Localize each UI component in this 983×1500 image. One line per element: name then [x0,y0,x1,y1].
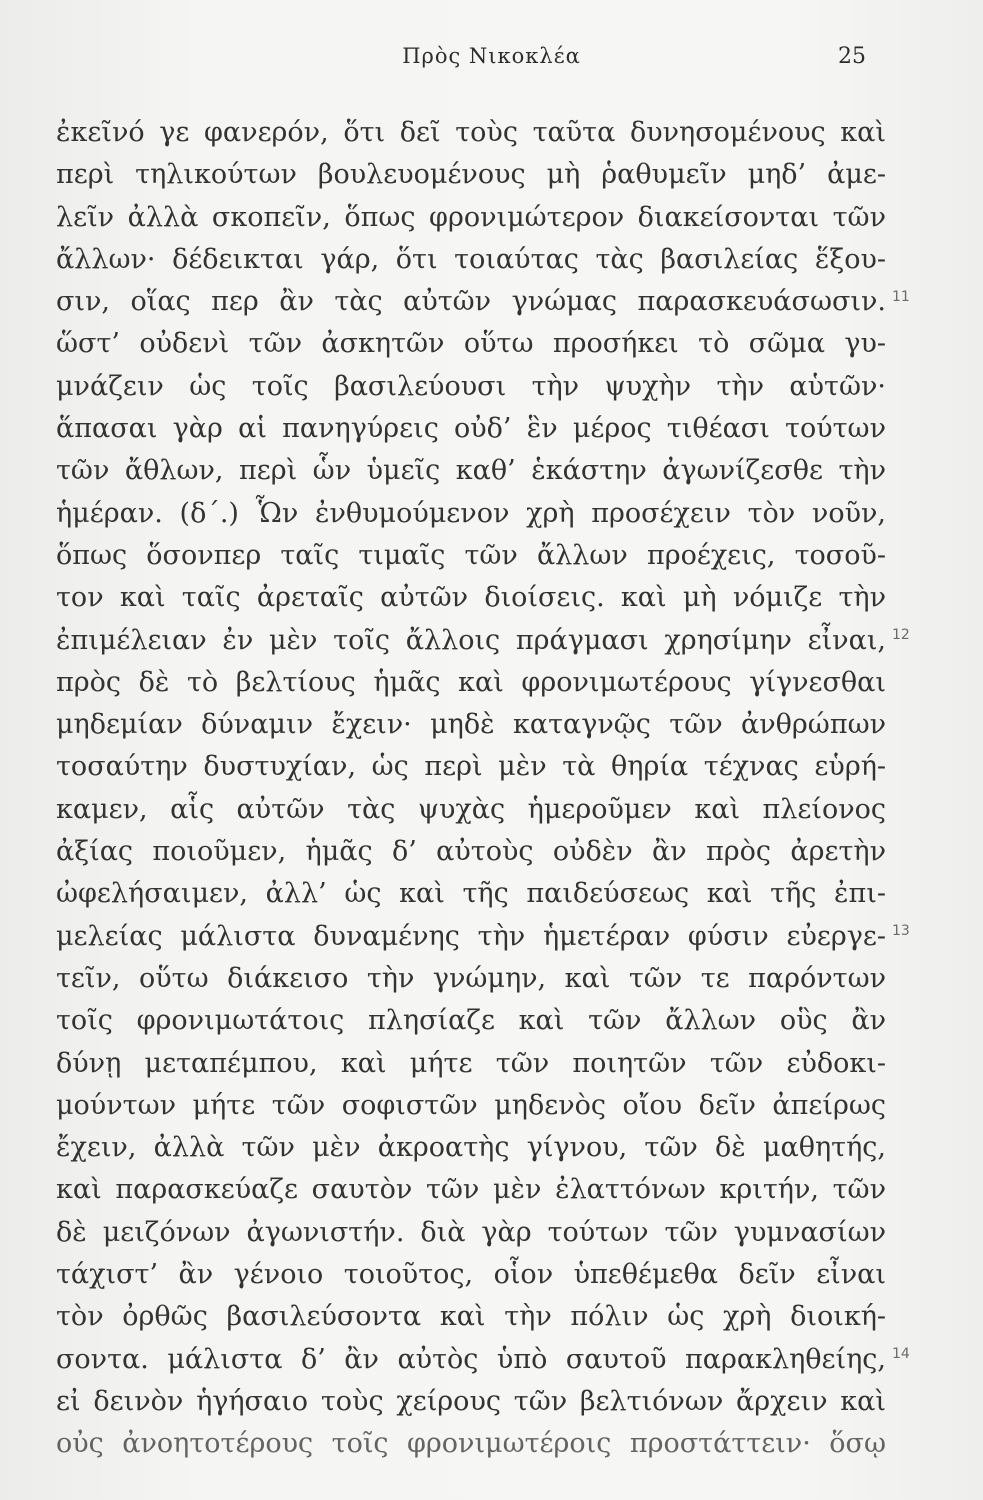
text-line: οὐς ἀνοητοτέρους τοῖς φρονιμωτέροις προστάττειν· ὅσῳ [56,1428,886,1460]
text-line: μνάζειν ὡς τοῖς βασιλεύουσι τὴν ψυχὴν τὴν αὑτῶν· [56,370,886,402]
text-line: ἅπασαι γὰρ αἱ πανηγύρεις οὐδ’ ἓν μέρος τιθέασι τούτων [56,413,886,445]
text-line: δύνῃ μεταπέμπου, καὶ μήτε τῶν ποιητῶν τῶν εὐδοκι- [56,1047,886,1079]
text-line: τῶν ἄθλων, περὶ ὧν ὑμεῖς καθ’ ἑκάστην ἀγωνίζεσθε τὴν [56,455,886,487]
text-line: σιν, οἵας περ ἂν τὰς αὐτῶν γνώμας παρασκευάσωσιν. [56,286,886,318]
section-number-margin: 13 [892,923,910,939]
text-line: ἄλλων· δέδεικται γάρ, ὅτι τοιαύτας τὰς βασιλείας ἕξου- [56,243,886,275]
text-line: τοῖς φρονιμωτάτοις πλησίαζε καὶ τῶν ἄλλων οὓς ἂν [56,1005,886,1037]
text-line: μελείας μάλιστα δυναμένης τὴν ἡμετέραν φύσιν εὐεργε- [56,920,886,952]
text-line: σοντα. μάλιστα δ’ ἂν αὐτὸς ὑπὸ σαυτοῦ παρακληθείης, [56,1343,886,1375]
running-title: Πρὸς Νικοκλέα [402,44,581,68]
text-line: καμεν, αἷς αὐτῶν τὰς ψυχὰς ἡμεροῦμεν καὶ πλείονος [56,793,886,825]
text-line: περὶ τηλικούτων βουλευομένους μὴ ῥαθυμεῖν μηδ’ ἀμε- [56,159,886,191]
text-line: ἀξίας ποιοῦμεν, ἡμᾶς δ’ αὐτοὺς οὐδὲν ἂν πρὸς ἀρετὴν [56,836,886,868]
section-number-margin: 14 [892,1346,910,1362]
text-line: μηδεμίαν δύναμιν ἔχειν· μηδὲ καταγνῷς τῶν ἀνθρώπων [56,709,886,741]
section-number-margin: 11 [892,289,910,305]
text-line: δὲ μειζόνων ἀγωνιστήν. διὰ γὰρ τούτων τῶν γυμνασίων [56,1216,886,1248]
text-line: ὅπως ὅσονπερ ταῖς τιμαῖς τῶν ἄλλων προέχεις, τοσοῦ- [56,539,886,571]
text-line: μούντων μήτε τῶν σοφιστῶν μηδενὸς οἴου δεῖν ἀπείρως [56,1089,886,1121]
text-line: πρὸς δὲ τὸ βελτίους ἡμᾶς καὶ φρονιμωτέρους γίγνεσθαι [56,666,886,698]
text-line: εἰ δεινὸν ἡγήσαιο τοὺς χείρους τῶν βελτιόνων ἄρχειν καὶ [56,1385,886,1417]
section-number-margin: 12 [892,627,910,643]
body-text [56,112,886,1466]
text-line: ὥστ’ οὐδενὶ τῶν ἀσκητῶν οὕτω προσήκει τὸ σῶμα γυ- [56,328,886,360]
text-line: ἐπιμέλειαν ἐν μὲν τοῖς ἄλλοις πράγμασι χρησίμην εἶναι, [56,624,886,656]
text-line: ὠφελήσαιμεν, ἀλλ’ ὡς καὶ τῆς παιδεύσεως καὶ τῆς ἐπι- [56,878,886,910]
text-line: τεῖν, οὕτω διάκεισο τὴν γνώμην, καὶ τῶν τε παρόντων [56,962,886,994]
text-line: ἔχειν, ἀλλὰ τῶν μὲν ἀκροατὴς γίγνου, τῶν δὲ μαθητής, [56,1132,886,1164]
text-line: τον καὶ ταῖς ἀρεταῖς αὐτῶν διοίσεις. καὶ μὴ νόμιζε τὴν [56,582,886,614]
page-number: 25 [838,44,866,69]
text-line: καὶ παρασκεύαζε σαυτὸν τῶν μὲν ἐλαττόνων κριτήν, τῶν [56,1174,886,1206]
text-line: τὸν ὀρθῶς βασιλεύσοντα καὶ τὴν πόλιν ὡς χρὴ διοική- [56,1301,886,1333]
text-line: ἡμέραν. (δ΄.) Ὧν ἐνθυμούμενον χρὴ προσέχειν τὸν νοῦν, [56,497,886,529]
text-line: λεῖν ἀλλὰ σκοπεῖν, ὅπως φρονιμώτερον διακείσονται τῶν [56,201,886,233]
text-line: ἐκεῖνό γε φανερόν, ὅτι δεῖ τοὺς ταῦτα δυνησομένους καὶ [56,117,886,148]
text-line: τάχιστ’ ἂν γένοιο τοιοῦτος, οἷον ὑπεθέμεθα δεῖν εἶναι [56,1259,886,1291]
text-line: τοσαύτην δυστυχίαν, ὡς περὶ μὲν τὰ θηρία τέχνας εὑρή- [56,751,886,783]
